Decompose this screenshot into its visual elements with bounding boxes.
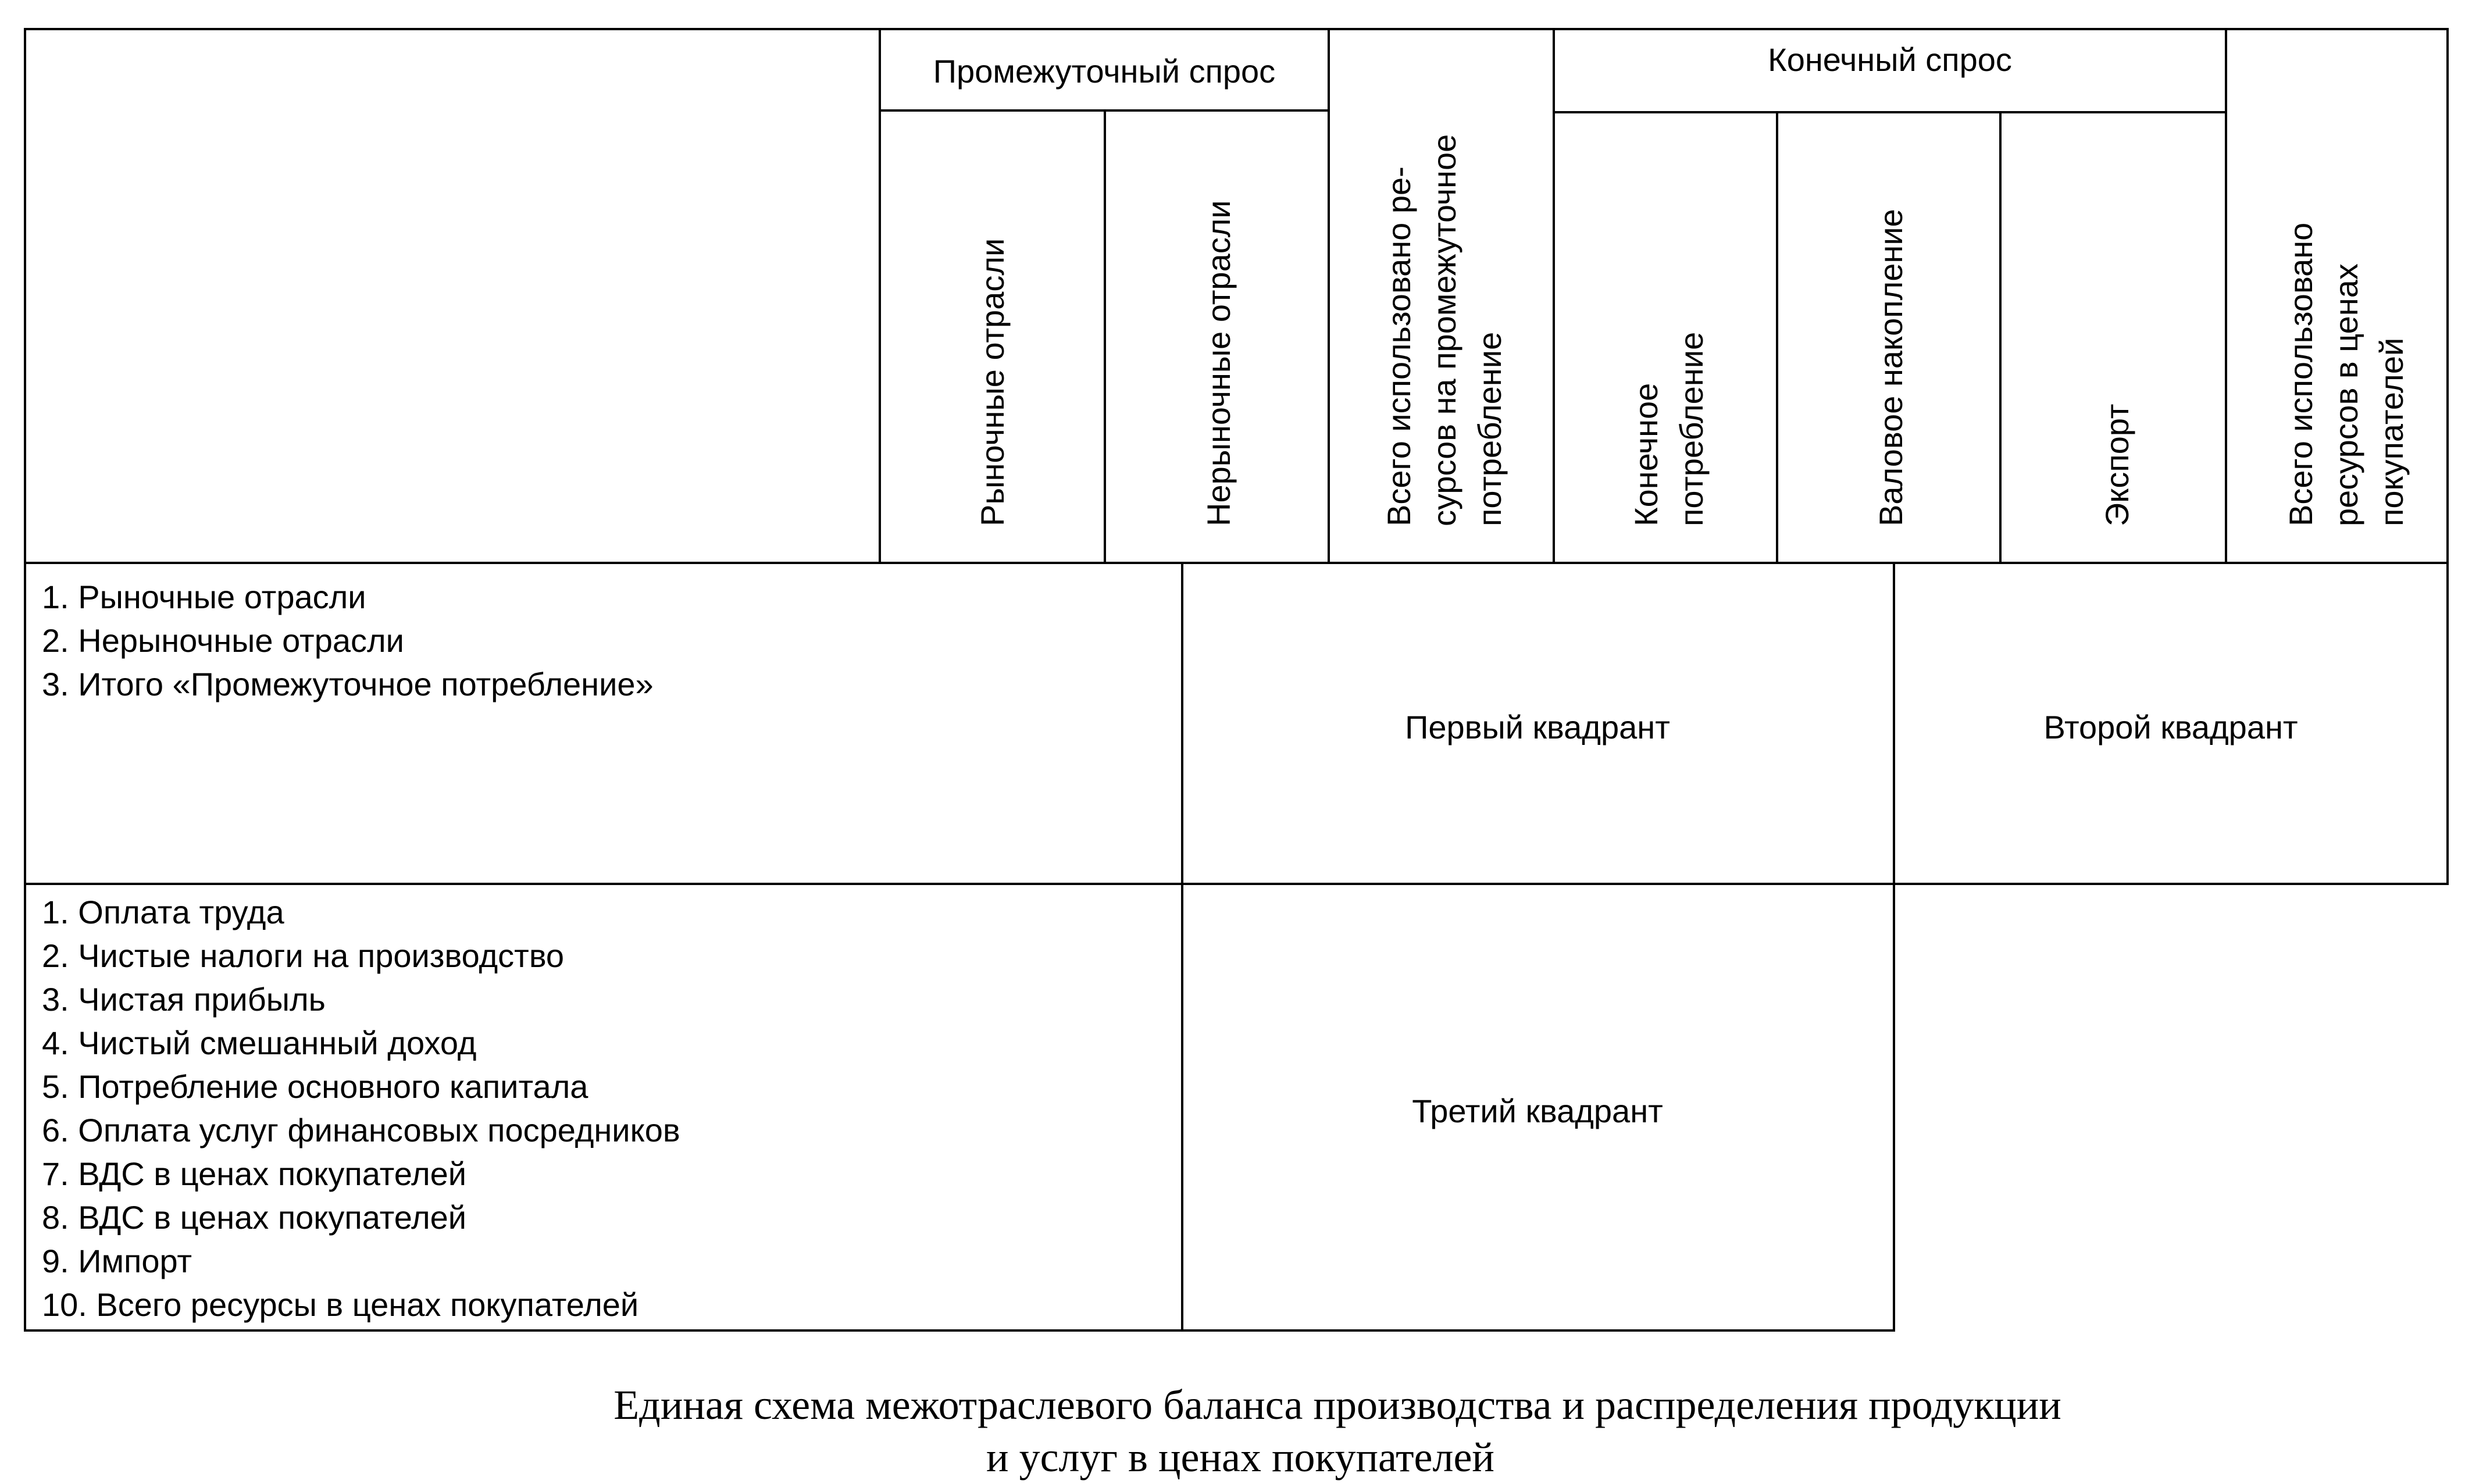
caption-line: Единая схема межотраслевого баланса производства и распределения продукции xyxy=(613,1382,2061,1428)
row-label: 10. Всего ресурсы в ценах покупателей xyxy=(42,1286,639,1323)
row-label: 2. Нерыночные отрасли xyxy=(42,622,404,659)
third-quadrant-label: Третий квадрант xyxy=(1412,1093,1663,1129)
column-final-consumption xyxy=(1628,332,1710,526)
caption-line: и услуг в ценах покупателей xyxy=(986,1434,1494,1481)
column-final-consumption-line: Конечное xyxy=(1628,383,1664,526)
column-nonmarket-industries: Нерыночные отрасли xyxy=(1200,200,1237,526)
value-added-rows xyxy=(42,894,680,1323)
column-market-industries: Рыночные отрасли xyxy=(974,238,1011,526)
row-label: 9. Импорт xyxy=(42,1243,192,1279)
row-label: 4. Чистый смешанный доход xyxy=(42,1025,477,1061)
row-label: 2. Чистые налоги на производство xyxy=(42,937,565,974)
row-label: 8. ВДС в ценах покупателей xyxy=(42,1199,467,1236)
intermediate-consumption-rows xyxy=(42,579,654,702)
column-total-intermediate-line: Всего использовано ре- xyxy=(1380,166,1417,526)
column-total-resources-line: Всего использовано xyxy=(2282,222,2319,526)
row-label: 6. Оплата услуг финансовых посредников xyxy=(42,1112,680,1148)
row-label: 1. Оплата труда xyxy=(42,894,284,930)
column-total-intermediate-line: сурсов на промежуточное xyxy=(1426,134,1462,526)
column-gross-accumulation: Валовое накопление xyxy=(1872,209,1909,526)
row-label: 3. Чистая прибыль xyxy=(42,981,326,1018)
column-total-resources xyxy=(2282,223,2410,526)
column-total-intermediate xyxy=(1380,134,1508,526)
row-label: 7. ВДС в ценах покупателей xyxy=(42,1155,467,1192)
row-label: 5. Потребление основного капитала xyxy=(42,1068,588,1105)
caption xyxy=(613,1382,2061,1481)
intermediate-demand-header: Промежуточный спрос xyxy=(933,53,1276,90)
column-total-resources-line: покупателей xyxy=(2373,337,2410,526)
first-quadrant-label: Первый квадрант xyxy=(1405,709,1670,745)
column-export: Экспорт xyxy=(2099,404,2135,526)
column-total-intermediate-line: потребление xyxy=(1471,331,1508,526)
second-quadrant-label: Второй квадрант xyxy=(2043,709,2298,745)
row-label: 1. Рыночные отрасли xyxy=(42,579,366,615)
column-total-resources-line: ресурсов в ценах xyxy=(2328,263,2364,526)
row-label: 3. Итого «Промежуточное потребление» xyxy=(42,666,654,702)
column-final-consumption-line: потребление xyxy=(1673,331,1710,526)
final-demand-header: Конечный спрос xyxy=(1768,41,2012,78)
